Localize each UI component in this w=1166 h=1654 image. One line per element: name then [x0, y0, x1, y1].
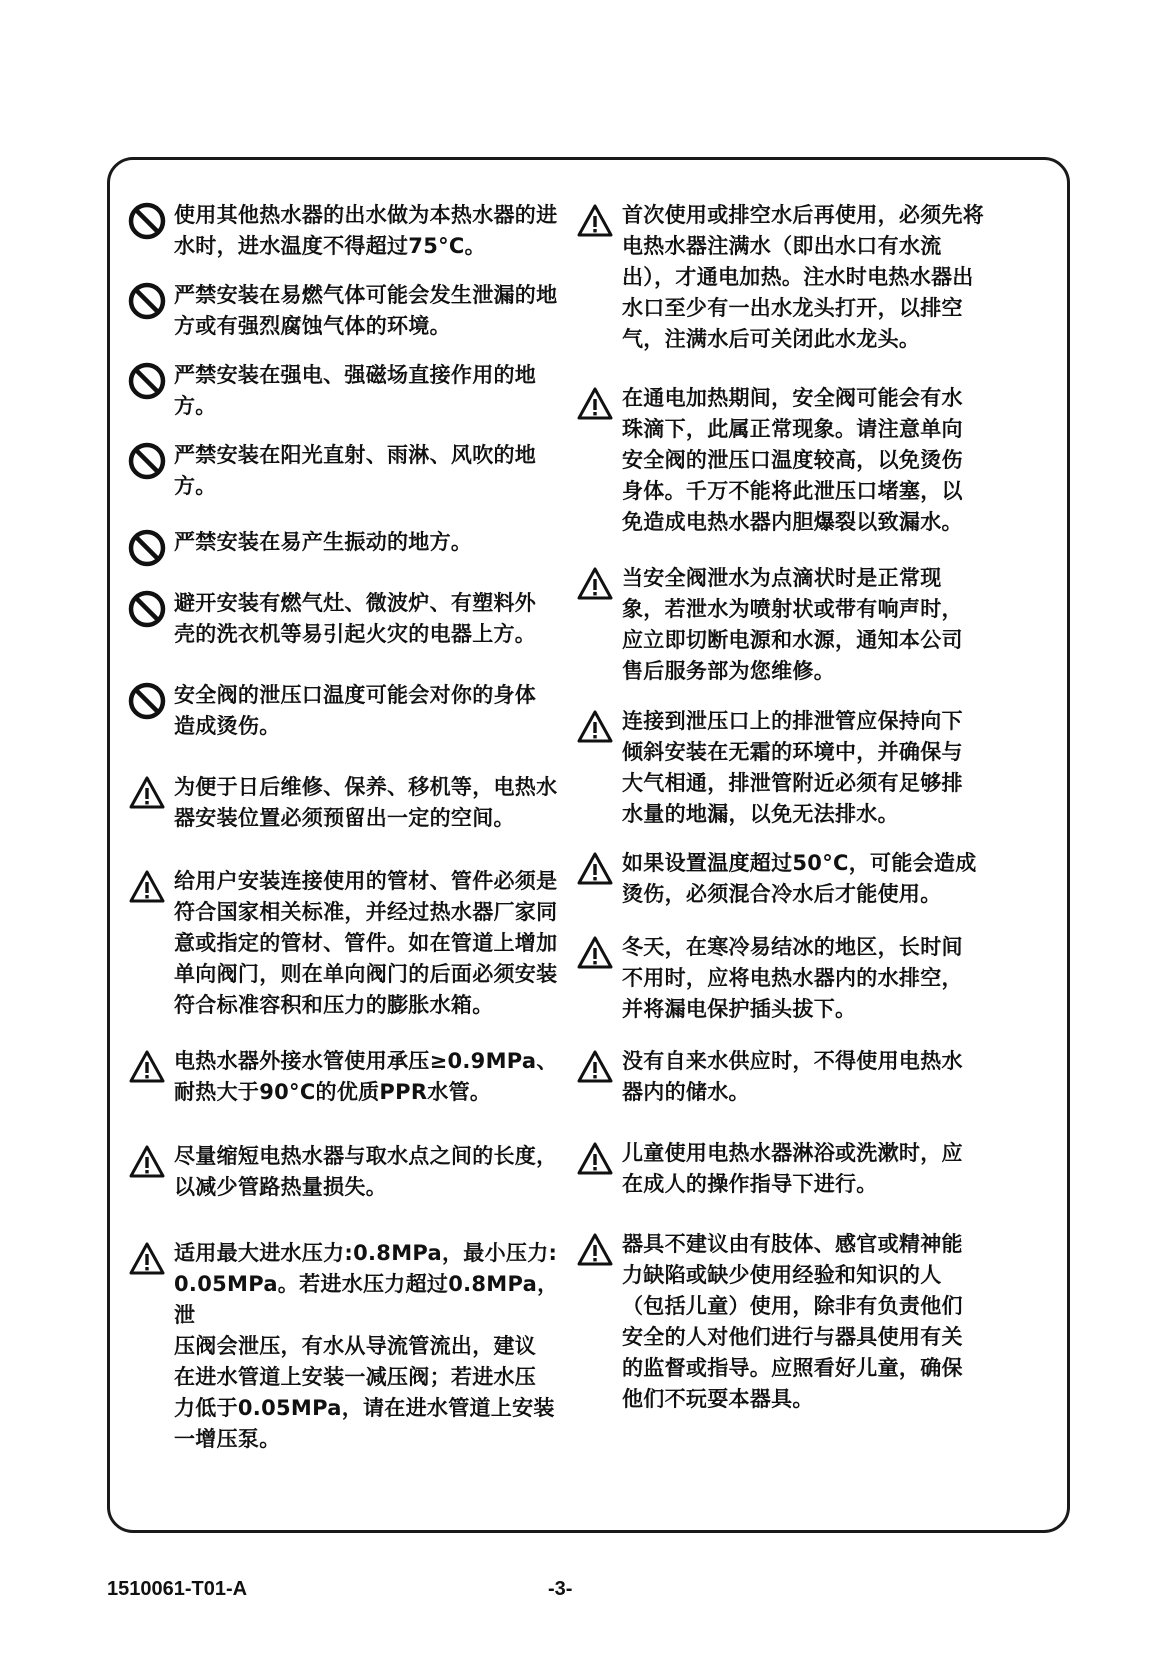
- right-notice-7: [576, 1046, 1017, 1108]
- prohibition-icon: [128, 682, 166, 720]
- notice-text: 没有自来水供应时，不得使用电热水 器内的储水。: [622, 1049, 963, 1104]
- warning-icon: [576, 1231, 614, 1269]
- notice-text: 当安全阀泄水为点滴状时是正常现 象，若泄水为喷射状或带有响声时， 应立即切断电源和水源，通知本公司 售后服务部为您维修。: [622, 566, 963, 683]
- page-number: -3-: [548, 1578, 573, 1600]
- warning-icon: [576, 1140, 614, 1178]
- left-notice-12: [128, 1238, 574, 1455]
- notice-text: 儿童使用电热水器淋浴或洗漱时，应 在成人的操作指导下进行。: [622, 1141, 963, 1196]
- notice-text: 冬天，在寒冷易结冰的地区，长时间 不用时，应将电热水器内的水排空， 并将漏电保护插头拔下。: [622, 935, 963, 1021]
- right-notice-5: [576, 848, 1017, 910]
- notice-text: 适用最大进水压力:0.8MPa，最小压力: 0.05MPa。若进水压力超过0.8MPa，泄 压阀会泄压，有水从导流管流出，建议 在进水管道上安装一减压阀；若进水压 力低于0.05MPa，请在进水管道上安装 一增压泵。: [174, 1241, 559, 1451]
- left-notice-10: [128, 1046, 574, 1108]
- left-notice-8: [128, 772, 574, 834]
- notice-text: 严禁安装在易产生振动的地方。: [174, 530, 473, 554]
- warning-icon: [128, 774, 166, 812]
- notice-text: 连接到泄压口上的排泄管应保持向下 倾斜安装在无霜的环境中，并确保与 大气相通，排泄管附近必须有足够排 水量的地漏，以免无法排水。: [622, 709, 963, 826]
- notice-text: 尽量缩短电热水器与取水点之间的长度， 以减少管路热量损失。: [174, 1144, 558, 1199]
- document-code: 1510061-T01-A: [107, 1578, 248, 1600]
- left-notice-9: [128, 866, 574, 1021]
- right-notice-2: [576, 383, 1017, 538]
- warning-icon: [576, 850, 614, 888]
- notice-text: 如果设置温度超过50°C，可能会造成 烫伤，必须混合冷水后才能使用。: [622, 851, 977, 906]
- warning-icon: [576, 202, 614, 240]
- warning-icon: [128, 1143, 166, 1181]
- right-notice-3: [576, 563, 1017, 687]
- notice-text: 严禁安装在强电、强磁场直接作用的地 方。: [174, 363, 537, 418]
- notice-text: 为便于日后维修、保养、移机等，电热水 器安装位置必须预留出一定的空间。: [174, 775, 558, 830]
- notice-text: 严禁安装在易燃气体可能会发生泄漏的地 方或有强烈腐蚀气体的环境。: [174, 283, 558, 338]
- warning-icon: [576, 385, 614, 423]
- notice-text: 严禁安装在阳光直射、雨淋、风吹的地 方。: [174, 443, 537, 498]
- prohibition-icon: [128, 282, 166, 320]
- warning-icon: [576, 1048, 614, 1086]
- warning-icon: [576, 565, 614, 603]
- left-notice-5: [128, 527, 574, 567]
- prohibition-icon: [128, 362, 166, 400]
- left-notice-3: [128, 360, 574, 422]
- left-notice-2: [128, 280, 574, 342]
- right-notice-6: [576, 932, 1017, 1025]
- notice-text: 电热水器外接水管使用承压≥0.9MPa、 耐热大于90°C的优质PPR水管。: [174, 1049, 558, 1104]
- right-notice-8: [576, 1138, 1017, 1200]
- left-notice-4: [128, 440, 574, 502]
- right-notice-9: [576, 1229, 1017, 1415]
- left-notice-1: [128, 200, 574, 262]
- prohibition-icon: [128, 202, 166, 240]
- prohibition-icon: [128, 442, 166, 480]
- notice-text: 使用其他热水器的出水做为本热水器的进 水时，进水温度不得超过75°C。: [174, 203, 558, 258]
- warning-icon: [576, 708, 614, 746]
- warning-icon: [576, 934, 614, 972]
- warning-icon: [128, 868, 166, 906]
- notice-text: 器具不建议由有肢体、感官或精神能 力缺陷或缺少使用经验和知识的人 （包括儿童）使用，除非有负责他们 安全的人对他们进行与器具使用有关 的监督或指导。应照看好儿童，确保 他们不玩耍本器具。: [622, 1232, 963, 1411]
- notice-text: 安全阀的泄压口温度可能会对你的身体 造成烫伤。: [174, 683, 537, 738]
- right-notice-4: [576, 706, 1017, 830]
- left-notice-11: [128, 1141, 574, 1203]
- notice-text: 给用户安装连接使用的管材、管件必须是 符合国家相关标准，并经过热水器厂家同 意或指定的管材、管件。如在管道上增加 单向阀门，则在单向阀门的后面必须安装 符合标准容积和压力的膨胀水箱。: [174, 869, 558, 1017]
- prohibition-icon: [128, 529, 166, 567]
- notice-text: 在通电加热期间，安全阀可能会有水 珠滴下，此属正常现象。请注意单向 安全阀的泄压口温度较高，以免烫伤 身体。千万不能将此泄压口堵塞，以 免造成电热水器内胆爆裂以致漏水。: [622, 386, 963, 534]
- warning-icon: [128, 1048, 166, 1086]
- right-notice-1: [576, 200, 1017, 355]
- warning-icon: [128, 1240, 166, 1278]
- notice-text: 避开安装有燃气灶、微波炉、有塑料外 壳的洗衣机等易引起火灾的电器上方。: [174, 591, 537, 646]
- left-notice-7: [128, 680, 574, 742]
- left-notice-6: [128, 588, 574, 650]
- notice-text: 首次使用或排空水后再使用，必须先将 电热水器注满水（即出水口有水流 出），才通电加热。注水时电热水器出 水口至少有一出水龙头打开，以排空 气，注满水后可关闭此水龙头。: [622, 203, 985, 351]
- prohibition-icon: [128, 590, 166, 628]
